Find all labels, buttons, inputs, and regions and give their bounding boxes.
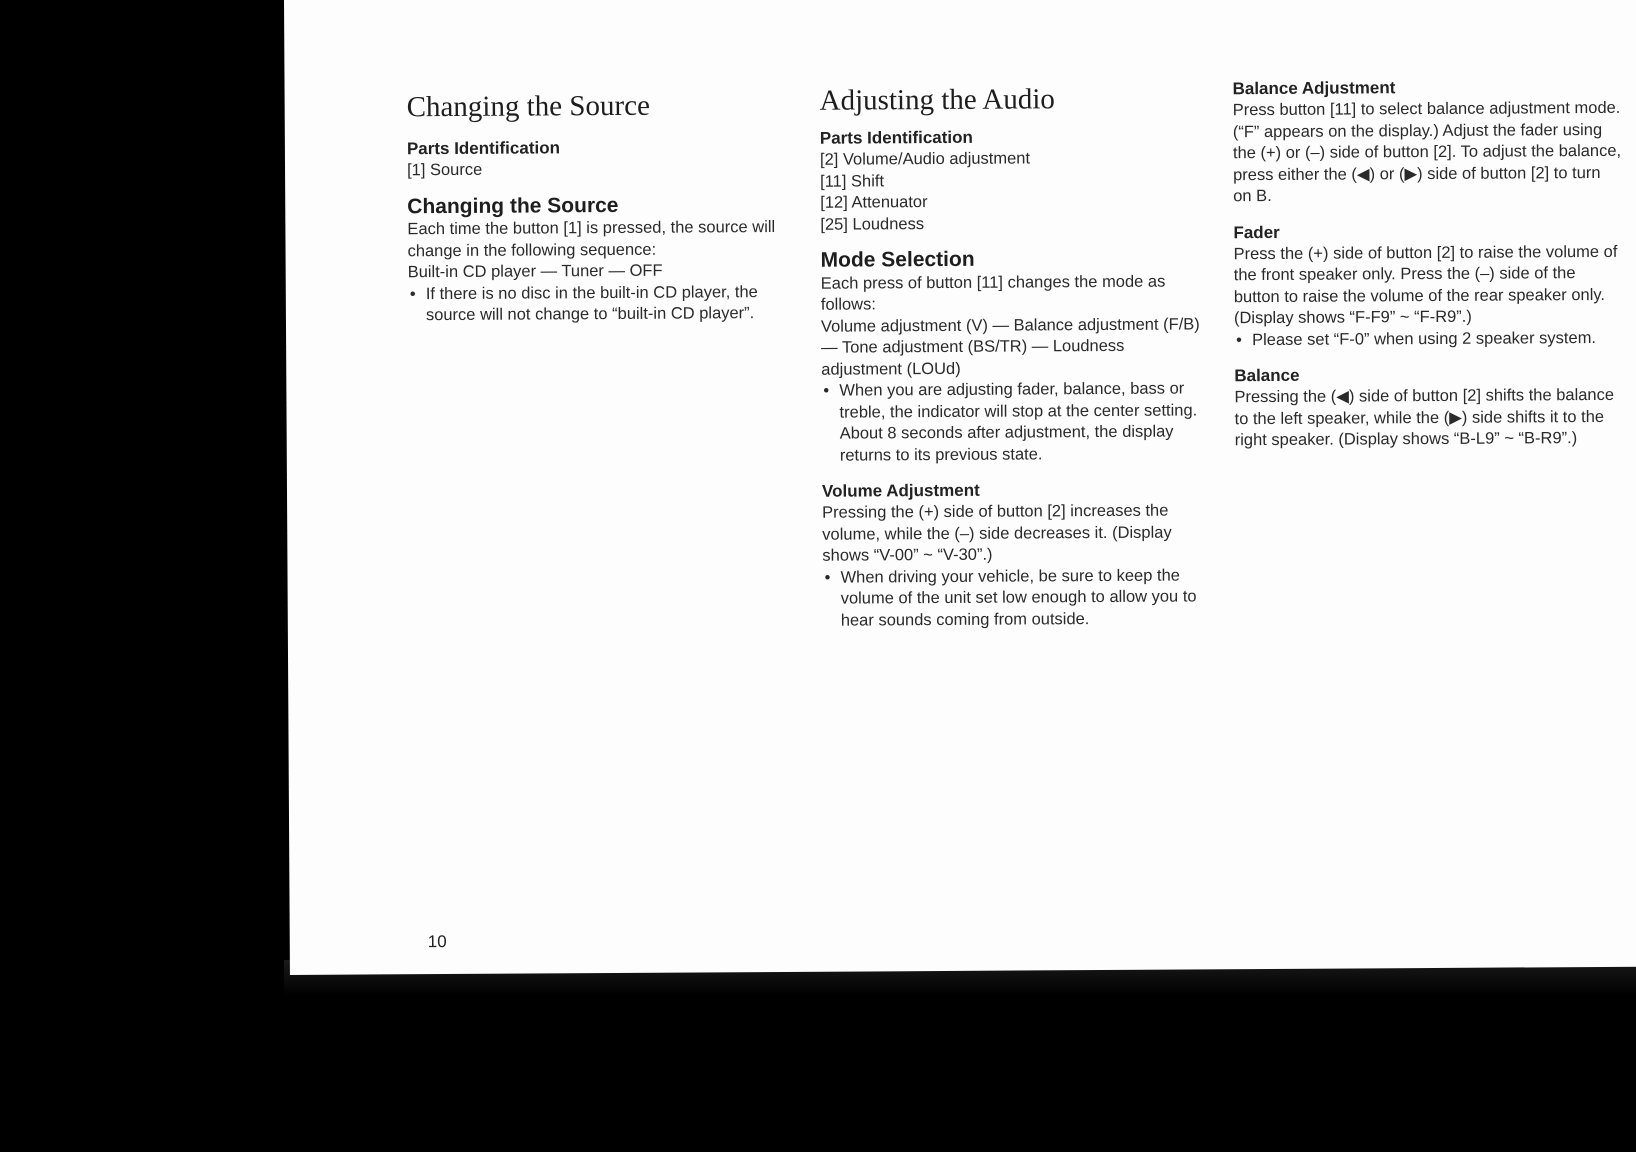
volume-note: • When driving your vehicle, be sure to keep the volume of the unit set low enough to allow you to hear sounds coming from outside. <box>822 565 1202 632</box>
section-heading-balance-adjustment: Balance Adjustment <box>1232 78 1396 99</box>
manual-page <box>284 0 1636 975</box>
parts-item: [2] Volume/Audio adjustment <box>819 149 1031 170</box>
section-heading-volume-adjustment: Volume Adjustment <box>821 480 980 501</box>
parts-item: [25] Loudness <box>820 215 925 234</box>
column-changing-source <box>406 0 778 327</box>
parts-identification-heading: Parts Identification <box>406 138 560 159</box>
parts-item: [12] Attenuator <box>820 193 928 213</box>
section-heading-mode-selection: Mode Selection <box>820 248 975 273</box>
page-title-adjusting-audio: Adjusting the Audio <box>819 83 1055 117</box>
balance-adjustment-paragraph: Press button [11] to select balance adjustment mode. (“F” appears on the display.) Adjust the fader using the (+) or (–) side of button [2]. To adjust the balance, press either the (◀) or (▶) side of button [2] to turn on B. <box>1232 98 1622 206</box>
column-balance-fader <box>1232 0 1625 452</box>
source-note: • If there is no disc in the built-in CD player, the source will not change to “built-in CD player”. <box>408 282 778 327</box>
page-title-changing-source: Changing the Source <box>406 89 650 124</box>
mode-paragraph: Each press of button [11] changes the mode as follows: <box>820 272 1166 314</box>
fader-paragraph: Press the (+) side of button [2] to raise the volume of the front speaker only. Press the (–) side of the button to raise the volume of the rear speaker only. (Display shows “F-F9” ~ “F-R9”.) <box>1233 242 1618 328</box>
mode-sequence: Volume adjustment (V) — Balance adjustment (F/B) — Tone adjustment (BS/TR) — Loudness adjustment (LOUd) <box>820 315 1200 379</box>
mode-note: • When you are adjusting fader, balance, bass or treble, the indicator will stop at the center setting. About 8 seconds after adjustment, the display returns to its previous state. <box>821 379 1202 467</box>
parts-identification-heading: Parts Identification <box>819 128 973 149</box>
section-heading-balance: Balance <box>1234 365 1300 386</box>
section-heading-changing-source: Changing the Source <box>407 193 619 219</box>
parts-item: [1] Source <box>406 161 483 180</box>
section-heading-fader: Fader <box>1233 222 1280 242</box>
source-paragraph: Each time the button [1] is pressed, the source will change in the following sequence: <box>407 218 776 260</box>
source-sequence: Built-in CD player — Tuner — OFF <box>407 261 663 282</box>
column-adjusting-audio <box>819 0 1203 632</box>
parts-item: [11] Shift <box>820 172 885 191</box>
volume-paragraph: Pressing the (+) side of button [2] increases the volume, while the (–) side decreases it. (Display shows “V-00” ~ “V-30”.) <box>822 501 1172 565</box>
balance-paragraph: Pressing the (◀) side of button [2] shifts the balance to the left speaker, while the (▶) side shifts it to the right speaker. (Display shows “B-L9” ~ “B-R9”.) <box>1234 386 1615 450</box>
fader-note: • Please set “F-0” when using 2 speaker system. <box>1234 328 1624 352</box>
page-number: 10 <box>427 932 447 952</box>
